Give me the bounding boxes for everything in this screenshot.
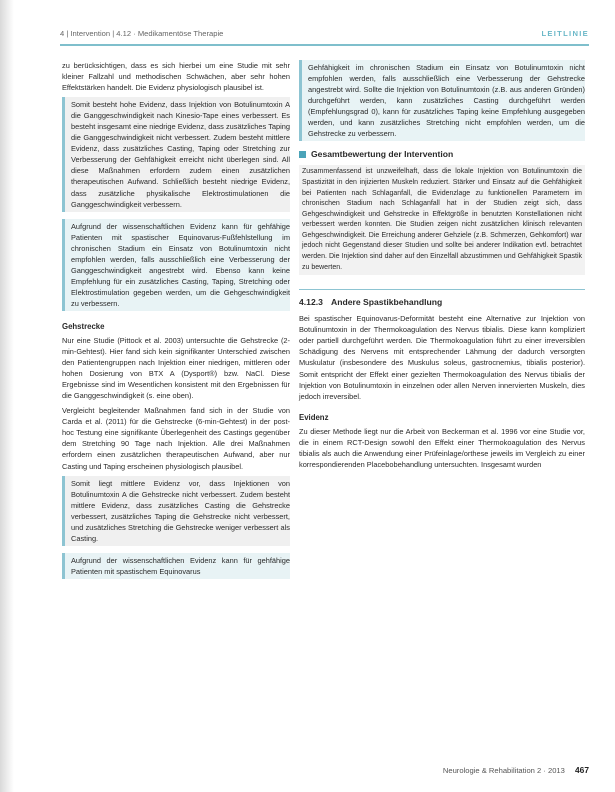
evidence-box-distance-text: Somit liegt mittlere Evidenz vor, dass Injektionen von Botulinumtoxin A die Gehstrecke nicht verbessert. Zudem besteht mittlere Evidenz, dass zusätzliches Casting die Gehstrecke verbessert, zusätzliches Taping die Gehstrecke nicht verbessert, und zusätzliches Stretching die Gehstrecke weniger verbessert als Casting. <box>71 478 290 543</box>
evidence-box-distance <box>62 476 290 546</box>
subhead-evidenz: Evidenz <box>299 412 329 422</box>
recommendation-box-distance-continued <box>299 60 585 141</box>
running-header <box>60 29 589 41</box>
right-column <box>299 60 585 474</box>
section-title: Andere Spastikbehandlung <box>330 297 443 308</box>
recommendation-box-speed-text: Aufgrund der wissenschaftlichen Evidenz kann für gehfähige Patienten mit spastischer Equinovarus-Fußfehlstellung im chronischen Stadium ein Einsatz von Botulinumtoxin nicht empfohlen werden, falls ausschließlich eine Verbesserung der Ganggeschwindigkeit angestrebt wird. Ebenso kann keine Empfehlung für ein zusätzliches Casting, Taping, Stretching oder Elektrostimulation gegeben werden, um die Gehgeschwindigkeit zu verbessern. <box>71 221 290 308</box>
summary-shaded-block <box>299 165 585 275</box>
spastik-paragraph: Bei spastischer Equinovarus-Deformität besteht eine Alternative zur Injektion von Botulinumtoxin in der Thermokoagulation des Nervus tibialis. Diese kann kompliziert oder partiell durchgeführt werden. Die Thermokoagulation führt zu einer irreversiblen Schädigung des Nervens mit entsprechender Lähmung der dadurch versorgten Muskulatur (insbesondere des Muskulus soleus, gastrocnemius, tibialis posterior). Somit entspricht der Effekt einer gezielten Thermokoagulation des Nervus tibialis der Injektion von Botulinumtoxin in einzelnen oder allen Nerven innervierten Muskeln, dies jedoch irreversibel. <box>299 314 585 401</box>
intro-paragraph: zu berücksichtigen, dass es sich hierbei um eine Studie mit sehr kleiner Fallzahl und methodischen Schwächen, aber sehr hohen Effektstärken handelt. Die Evidenz physiologisch plausibel ist. <box>62 61 290 93</box>
running-header-left: 4 | Intervention | 4.12 · Medikamentöse Therapie <box>60 29 224 38</box>
left-column <box>62 60 290 586</box>
recommendation-box-distance-text: Aufgrund der wissenschaftlichen Evidenz kann für gehfähige Patienten mit spastischem Equinovarus <box>71 555 290 576</box>
page-footer <box>443 765 589 775</box>
gehstrecke-paragraph-2: Vergleicht begleitender Maßnahmen fand sich in der Studie von Carda et al. (2011) für die Gehstrecke (6-min-Gehtest) in der post-hoc Testung eine signifikante Überlegenheit des Castings gegenüber dem Stretching 90 Tage nach Injektion. Alle drei Maßnahmen erfordern einen zusätzlichen therapeutischen Aufwand, aber nur Casting und Taping erscheinen physiologisch plausibel. <box>62 406 290 471</box>
evidenz-paragraph: Zu dieser Methode liegt nur die Arbeit von Beckerman et al. 1996 vor eine Studie vor, die in einem RCT-Design sowohl den Effekt einer Thermokoagulation des Nervus tibialis als auch die Anwendung einer Prüfeinlage/orthese jeweils im Vergleich zu einer korrespondierenden Placebobehandlung untersuchten. Insgesamt wurden <box>299 426 585 469</box>
section-heading-gesamtbewertung <box>299 149 585 159</box>
gehstrecke-paragraph-1: Nur eine Studie (Pittock et al. 2003) untersuchte die Gehstrecke (2-min-Gehtest). Hier fand sich kein signifikanter Unterschied zwischen den Patientengruppen nach Injektion einer niedrigen, mittleren oder hohen Dosierung von BTX A (Dysport®) bzw. NaCl. Diese Ergebnisse sind im Wesentlichen konsistent mit den Ergebnissen für die Ganggeschwindigkeit (s. eine oben). <box>62 335 290 401</box>
section-number: 4.12.3 <box>299 297 323 308</box>
footer-journal: Neurologie & Rehabilitation 2 · 2013 <box>442 766 565 775</box>
evidence-box-speed <box>62 97 290 211</box>
section-heading-andere-spastikbehandlung <box>299 289 585 307</box>
section-heading-text: Gesamtbewertung der Intervention <box>311 149 454 160</box>
running-header-section-tag: LEITLINIE <box>541 29 589 38</box>
recommendation-continuation-text: Gehfähigkeit im chronischen Stadium ein Einsatz von Botulinumtoxin nicht empfohlen werden, falls ausschließlich eine Verbesserung der Gehstrecke angestrebt wird. Sollte die Injektion von Botulinumtoxin (z.B. aus anderen Gründen) durchgeführt werden, kann zusätzliches Casting durchgeführt werden (Empfehlungsgrad 0), kann für zusätzliches Taping keine Empfehlung ausgegeben werden, und kann zusätzliches Stretching nicht empfohlen werden, um die Gehstrecke zu verbessern. <box>308 63 585 139</box>
evidence-box-speed-text: Somit besteht hohe Evidenz, dass Injektion von Botulinumtoxin A die Ganggeschwindigkeit nach Kinesio-Tape eines verbessert. Es besteht insgesamt eine niedrige Evidenz, dass zusätzliches Taping die Ganggeschwindigkeit nicht verbessert. Zudem besteht mittlere Evidenz, dass zusätzliches Casting, Taping oder Stretching zur Verbesserung der Gehfähigkeit erreicht nicht überlegen sind. All diese Maßnahmen erfordern zudem einen zusätzlichen therapeutischen Aufwand. Schließlich besteht niedrige Evidenz, dass zusätzliche physikalische Elektrostimulationen die Ganggeschwindigkeit verbessern. <box>71 100 290 209</box>
footer-page-number: 467 <box>575 765 589 775</box>
page-edge-shadow <box>0 0 14 792</box>
section-square-icon <box>299 151 306 158</box>
subhead-gehstrecke: Gehstrecke <box>62 321 105 331</box>
recommendation-box-distance <box>62 553 290 579</box>
summary-shaded-text: Zusammenfassend ist unzweifelhaft, dass die lokale Injektion von Botulinumtoxin die Spastizität in den injizierten Muskeln reduziert. Stärker und Einsatz auf die Gehfähigkeit bei Patienten nach Schlaganfall, die Evidenzlage zu funktionellen Parametern im chronischen Stadium nach Schlaganfall hat in der Studien zeigt sich, dass Gehgeschwindigkeit und Gehstrecke in Effektgröße in benutzten Konstellationen nicht verbessert werden konnten. Die Studien zeigen nicht zusätzlichen klinisch relevanten Gehgeschwindigkeit. Die Erreichung anderer Gehziele (z.B. Schmerzen, Gehkomfort) war jedoch nicht Gegenstand dieser Studien und sollte bei anderer Indikation evtl. betrachtet werden. Die Injektion sind daher auf den Einzelfall abzustimmen und Gehfähigkeit Spastik zu bewerten. <box>302 168 582 271</box>
recommendation-box-speed <box>62 219 290 311</box>
header-rule <box>60 44 589 46</box>
